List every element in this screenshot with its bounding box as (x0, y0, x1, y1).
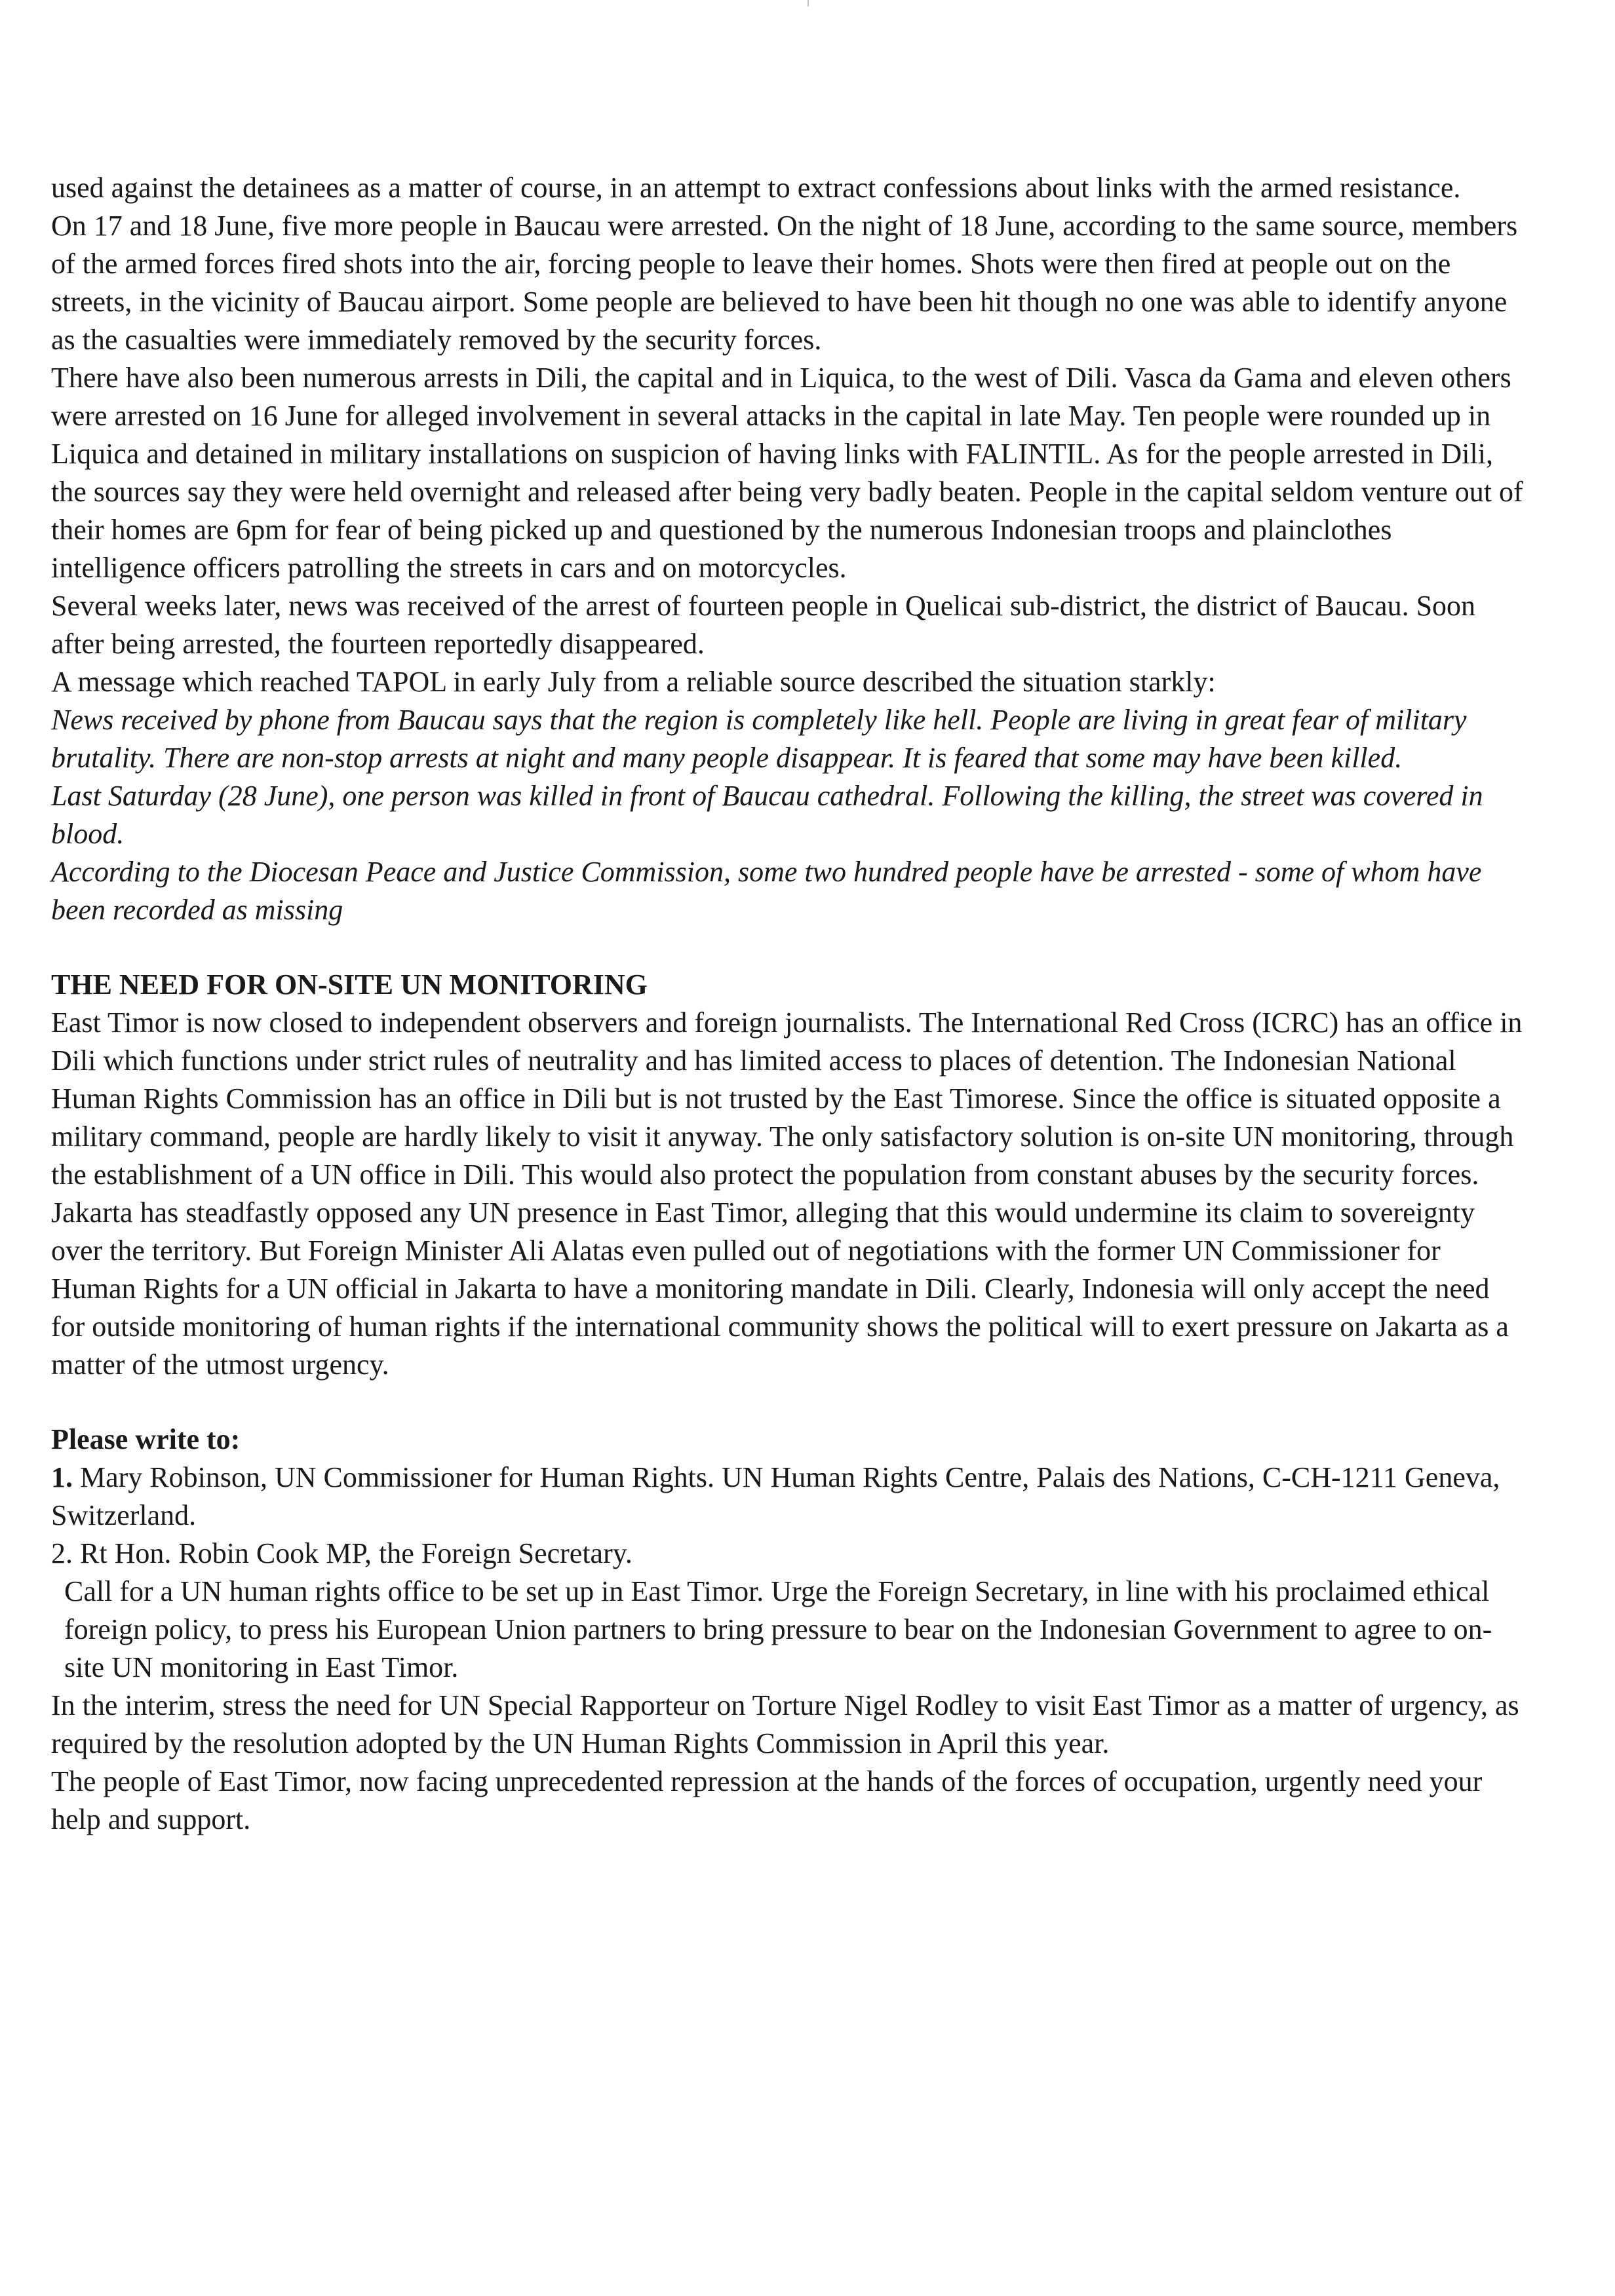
quote-paragraph: According to the Diocesan Peace and Justice Commission, some two hundred people have be arrested - some of whom have been recorded as missing (51, 856, 1482, 926)
section-spacer (51, 1384, 1526, 1421)
recipient-number: 1. (51, 1461, 73, 1493)
scan-mark (808, 0, 809, 7)
intro-paragraph: On 17 and 18 June, five more people in Baucau were arrested. On the night of 18 June, according to the same source, members of the armed forces fired shots into the air, forcing people to leave their homes. Shots were then fired at people out on the streets, in the vicinity of Baucau airport. Some people are believed to have been hit though no one was able to identify anyone as the casualties were immediately removed by the security forces. (51, 210, 1518, 356)
section-spacer (51, 929, 1526, 966)
call-paragraph: Call for a UN human rights office to be set up in East Timor. Urge the Foreign Secretary, in line with his proclaimed ethical foreign policy, to press his European Union partners to bring pressure to bear on the Indonesian Government to agree to on-site UN monitoring in East Timor. (64, 1575, 1492, 1683)
call-paragraph: The people of East Timor, now facing unprecedented repression at the hands of the forces of occupation, urgently need your help and support. (51, 1765, 1483, 1835)
intro-paragraph: There have also been numerous arrests in Dili, the capital and in Liquica, to the west of Dili. Vasca da Gama and eleven others were arrested on 16 June for alleged involvement in several attacks in the capital in late May. Ten people were rounded up in Liquica and detained in military installations on suspicion of having links with FALINTIL. As for the people arrested in Dili, the sources say they were held overnight and released after being very badly beaten. People in the capital seldom venture out of their homes are 6pm for fear of being picked up and questioned by the numerous Indonesian troops and plainclothes intelligence officers patrolling the streets in cars and on motorcycles. (51, 362, 1523, 584)
recipient-text: Mary Robinson, UN Commissioner for Human Rights. UN Human Rights Centre, Palais des Nations, C-CH-1211 Geneva, Switzerland. (51, 1461, 1500, 1531)
recipient-item (51, 1459, 1526, 1535)
document-body (51, 169, 1526, 1839)
recipient-number: 2. (51, 1537, 73, 1569)
section-heading: THE NEED FOR ON-SITE UN MONITORING (51, 968, 648, 1001)
section-body: East Timor is now closed to independent observers and foreign journalists. The International Red Cross (ICRC) has an office in Dili which functions under strict rules of neutrality and has limited access to places of detention. The Indonesian National Human Rights Commission has an office in Dili but is not trusted by the East Timorese. Since the office is situated opposite a military command, people are hardly likely to visit it anyway. The only satisfactory solution is on-site UN monitoring, through the establishment of a UN office in Dili. This would also protect the population from constant abuses by the security forces. Jakarta has steadfastly opposed any UN presence in East Timor, alleging that this would undermine its claim to sovereignty over the territory. But Foreign Minister Ali Alatas even pulled out of negotiations with the former UN Commissioner for Human Rights for a UN official in Jakarta to have a monitoring mandate in Dili. Clearly, Indonesia will only accept the need for outside monitoring of human rights if the international community shows the political will to exert pressure on Jakarta as a matter of the utmost urgency. (51, 1006, 1523, 1381)
recipient-text: Rt Hon. Robin Cook MP, the Foreign Secretary. (80, 1537, 632, 1569)
intro-paragraph: A message which reached TAPOL in early July from a reliable source described the situation starkly: (51, 666, 1216, 698)
call-paragraph: In the interim, stress the need for UN Special Rapporteur on Torture Nigel Rodley to visit East Timor as a matter of urgency, as required by the resolution adopted by the UN Human Rights Commission in April this year. (51, 1689, 1519, 1759)
intro-paragraph: Several weeks later, news was received of the arrest of fourteen people in Quelicai sub-district, the district of Baucau. Soon after being arrested, the fourteen reportedly disappeared. (51, 590, 1476, 660)
recipient-item (51, 1535, 1526, 1573)
intro-paragraph: used against the detainees as a matter of course, in an attempt to extract confessions about links with the armed resistance. (51, 172, 1461, 204)
write-heading: Please write to: (51, 1423, 241, 1455)
quote-paragraph: News received by phone from Baucau says that the region is completely like hell. People are living in great fear of military brutality. There are non-stop arrests at night and many people disappear. It is feared that some may have been killed. (51, 704, 1467, 774)
quote-paragraph: Last Saturday (28 June), one person was killed in front of Baucau cathedral. Following the killing, the street was covered in blood. (51, 780, 1483, 850)
